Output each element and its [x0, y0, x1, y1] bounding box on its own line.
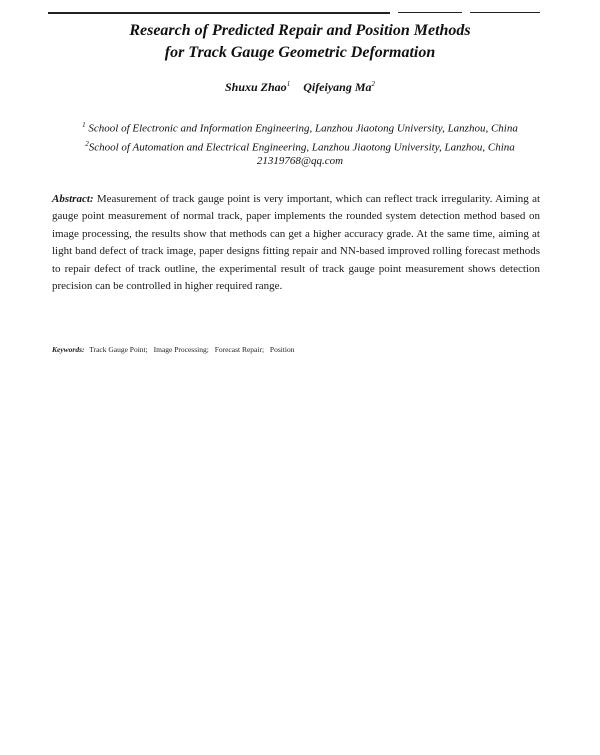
title-line-1: Research of Predicted Repair and Position Methods — [129, 22, 471, 39]
keywords — [52, 345, 540, 354]
author-2 — [303, 80, 375, 94]
author-affiliation-mark: 1 — [286, 80, 291, 88]
keyword-item: Position — [269, 345, 295, 354]
title-line-2: for Track Gauge Geometric Deformation — [164, 44, 436, 61]
keyword-item: Image Processing; — [153, 345, 209, 354]
abstract — [52, 191, 540, 295]
header-rule-right — [470, 12, 540, 13]
keyword-item: Forecast Repair; — [214, 345, 265, 354]
paper-title — [40, 20, 560, 64]
header-rule-left — [48, 12, 390, 14]
author-name: Shuxu Zhao — [224, 80, 287, 94]
affiliation-text: School of Automation and Electrical Engineering, Lanzhou Jiaotong University, Lanzhou, China — [88, 141, 515, 154]
author-1 — [225, 80, 290, 94]
author-email: 21319768@qq.com — [256, 155, 344, 167]
header-rule-middle — [398, 12, 462, 13]
affiliation-mark: 2 — [85, 140, 89, 148]
affiliation-1 — [30, 117, 570, 137]
abstract-text: Measurement of track gauge point is very important, which can reflect track irregularity. Aiming at gauge point measurement of normal track, paper implements the rounded system detection method based on image processing, the results show that methods can get a higher accuracy grade. At the same time, aiming at light band defect of track image, paper designs fitting repair and NN-based improved rolling forecast methods to repair defect of track outline, the experimental result of track gauge point measurement shows detection precision can be controlled in higher required range. — [52, 193, 541, 293]
keywords-label: Keywords: — [52, 345, 85, 354]
author-affiliation-mark: 2 — [371, 80, 376, 88]
affiliation-mark: 1 — [82, 121, 86, 129]
author-list — [40, 80, 560, 95]
abstract-label: Abstract: — [52, 193, 94, 205]
keyword-item: Track Gauge Point; — [89, 345, 148, 354]
author-name: Qifeiyang Ma — [303, 80, 372, 94]
affiliation-text: School of Electronic and Information Engineering, Lanzhou Jiaotong University, Lanzhou, China — [88, 122, 518, 135]
